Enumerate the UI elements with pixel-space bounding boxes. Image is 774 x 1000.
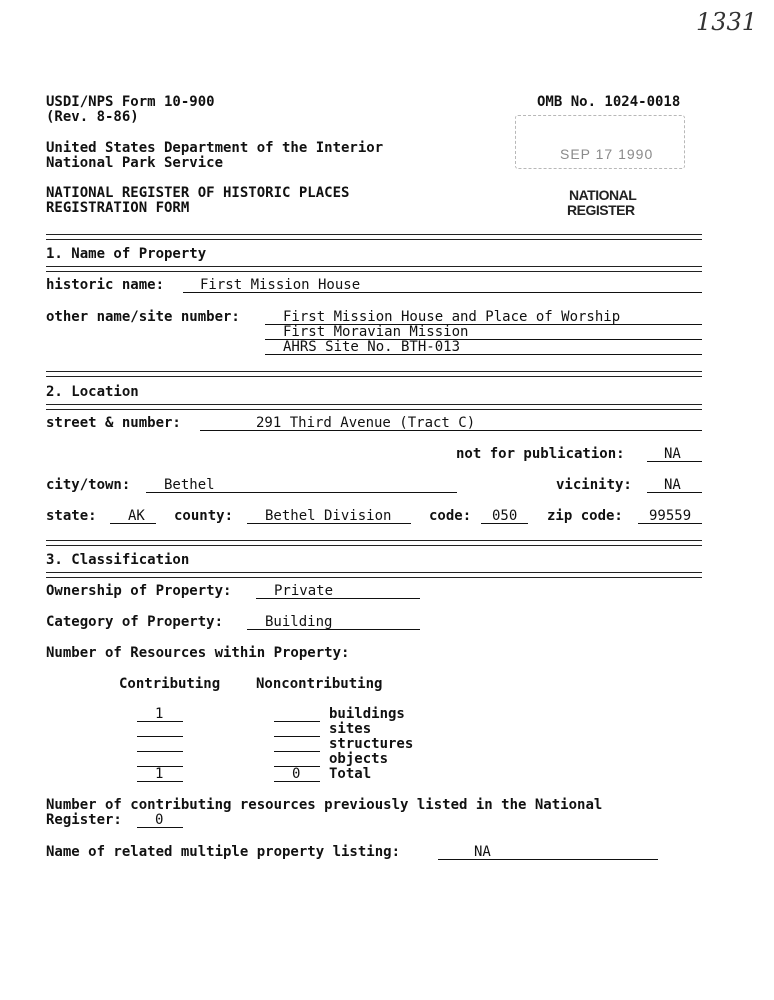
- section-rule: [46, 404, 702, 410]
- row-label-structures: structures: [329, 736, 414, 752]
- contributing-value-total: 1: [155, 766, 164, 782]
- city-value: Bethel: [164, 477, 215, 493]
- state-value: AK: [128, 508, 145, 524]
- contributing-header: Contributing: [119, 676, 221, 692]
- section-rule: [46, 572, 702, 578]
- vicinity-value: NA: [664, 477, 681, 493]
- county-value: Bethel Division: [265, 508, 392, 524]
- received-stamp: [515, 115, 685, 169]
- form-revision: (Rev. 8-86): [46, 109, 139, 125]
- handwritten-number: 1331: [696, 8, 758, 36]
- previously-listed-label-line-1: Number of contributing resources previously listed in the National: [46, 797, 603, 813]
- code-value: 050: [492, 508, 518, 524]
- section-1-heading: 1. Name of Property: [46, 246, 207, 262]
- noncontributing-line-sites: [274, 736, 320, 737]
- not-for-publication-value: NA: [664, 446, 681, 462]
- multiple-property-label: Name of related multiple property listing:: [46, 844, 401, 860]
- category-value: Building: [265, 614, 333, 630]
- section-rule: [46, 371, 702, 377]
- street-label: street & number:: [46, 415, 181, 431]
- section-rule: [46, 540, 702, 546]
- section-rule: [46, 234, 702, 240]
- row-label-total: Total: [329, 766, 372, 782]
- city-label: city/town:: [46, 477, 131, 493]
- form-title-line-2: REGISTRATION FORM: [46, 200, 190, 216]
- form-title-line-1: NATIONAL REGISTER OF HISTORIC PLACES: [46, 185, 350, 201]
- historic-name-value: First Mission House: [200, 277, 361, 293]
- other-name-value-2: First Moravian Mission: [283, 324, 469, 340]
- historic-name-label: historic name:: [46, 277, 165, 293]
- multiple-property-value: NA: [474, 844, 491, 860]
- noncontributing-header: Noncontributing: [256, 676, 383, 692]
- ownership-value: Private: [274, 583, 334, 599]
- contributing-value-buildings: 1: [155, 706, 164, 722]
- form-number: USDI/NPS Form 10-900: [46, 94, 215, 110]
- national-register-stamp-line-1: NATIONAL: [569, 187, 637, 203]
- street-value: 291 Third Avenue (Tract C): [256, 415, 476, 431]
- noncontributing-line-buildings: [274, 721, 320, 722]
- other-name-value-1: First Mission House and Place of Worship: [283, 309, 621, 325]
- zip-label: zip code:: [547, 508, 623, 524]
- multiple-property-line: [438, 859, 658, 860]
- section-3-heading: 3. Classification: [46, 552, 190, 568]
- contributing-line-structures: [137, 751, 183, 752]
- omb-number: OMB No. 1024-0018: [537, 94, 681, 110]
- section-2-heading: 2. Location: [46, 384, 139, 400]
- previously-listed-value: 0: [155, 812, 164, 828]
- section-rule: [46, 266, 702, 272]
- other-name-value-3: AHRS Site No. BTH-013: [283, 339, 461, 355]
- department-name: United States Department of the Interior: [46, 140, 384, 156]
- county-label: county:: [174, 508, 234, 524]
- stamp-date: SEP 17 1990: [560, 146, 654, 162]
- row-label-buildings: buildings: [329, 706, 405, 722]
- national-register-stamp-line-2: REGISTER: [567, 202, 635, 218]
- noncontributing-value-total: 0: [292, 766, 301, 782]
- row-label-sites: sites: [329, 721, 372, 737]
- service-name: National Park Service: [46, 155, 224, 171]
- previously-listed-label-line-2: Register:: [46, 812, 122, 828]
- zip-value: 99559: [649, 508, 692, 524]
- row-label-objects: objects: [329, 751, 389, 767]
- category-label: Category of Property:: [46, 614, 224, 630]
- noncontributing-line-structures: [274, 751, 320, 752]
- vicinity-label: vicinity:: [556, 477, 632, 493]
- ownership-label: Ownership of Property:: [46, 583, 232, 599]
- not-for-publication-label: not for publication:: [456, 446, 625, 462]
- state-label: state:: [46, 508, 97, 524]
- code-label: code:: [429, 508, 472, 524]
- other-name-label: other name/site number:: [46, 309, 240, 325]
- contributing-line-sites: [137, 736, 183, 737]
- resources-label: Number of Resources within Property:: [46, 645, 350, 661]
